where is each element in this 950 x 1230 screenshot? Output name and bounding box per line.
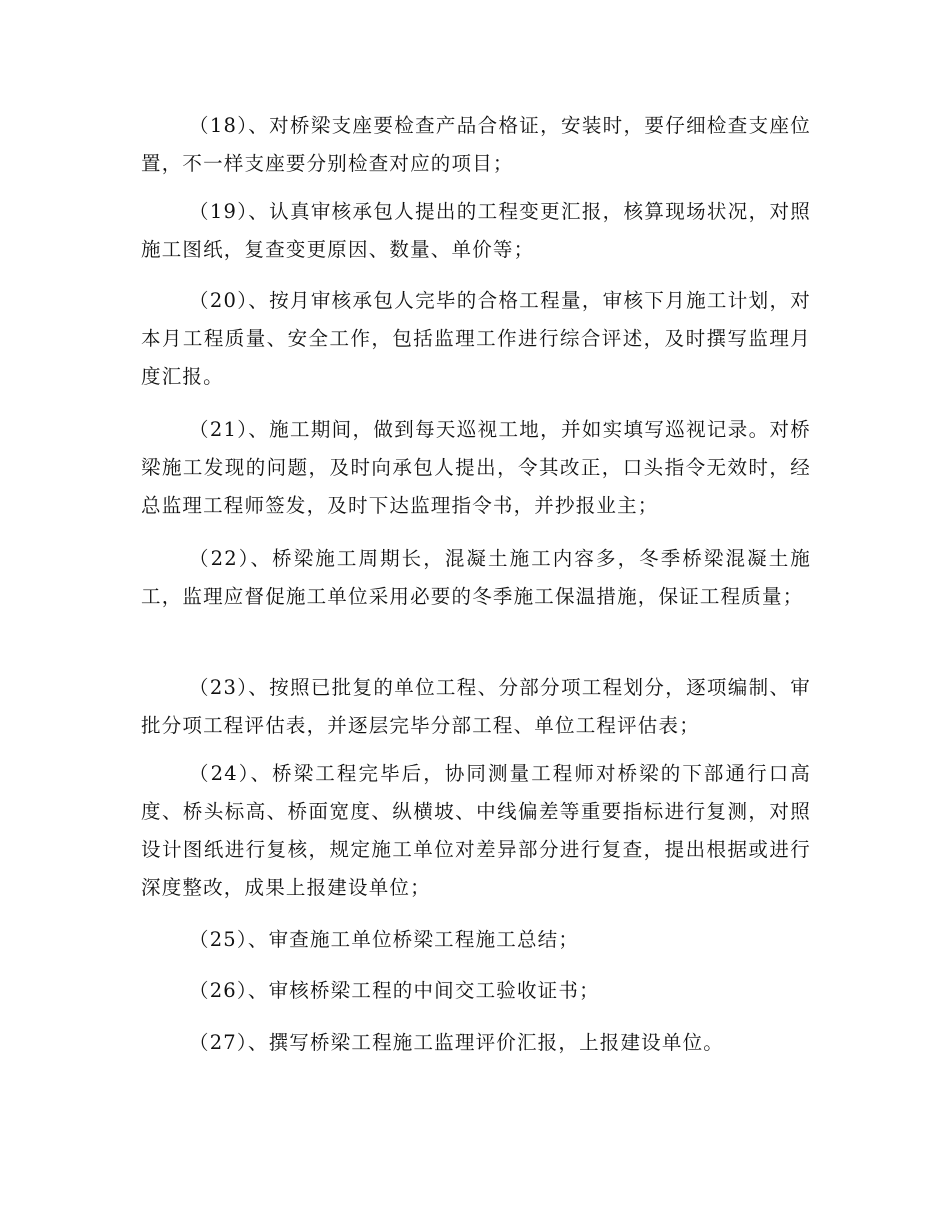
paragraph-26: （26）、审核桥梁工程的中间交工验收证书； [189, 979, 600, 1002]
paragraph-25: （25）、审查施工单位桥梁工程施工总结； [189, 928, 580, 951]
paragraph-23: （23）、按照已批复的单位工程、分部分项工程划分，逐项编制、审批分项工程评估表，并逐层完毕分部工程、单位工程评估表； [141, 676, 811, 737]
paragraph-24: （24）、桥梁工程完毕后，协同测量工程师对桥梁的下部通行口高度、桥头标高、桥面宽度、纵横坡、中线偏差等重要指标进行复测，对照设计图纸进行复核，规定施工单位对差异部分进行复查，提出根据或进行深度整改，成果上报建设单位； [141, 762, 811, 899]
paragraph-18: （18）、对桥梁支座要检查产品合格证，安装时，要仔细检查支座位置，不一样支座要分别检查对应的项目； [141, 114, 811, 175]
paragraph-21: （21）、施工期间，做到每天巡视工地，并如实填写巡视记录。对桥梁施工发现的问题，及时向承包人提出，令其改正，口头指令无效时，经总监理工程师签发，及时下达监理指令书，并抄报业主； [141, 418, 811, 517]
paragraph-19: （19）、认真审核承包人提出的工程变更汇报，核算现场状况，对照施工图纸，复查变更原因、数量、单价等； [141, 200, 811, 261]
paragraph-27: （27）、撰写桥梁工程施工监理评价汇报，上报建设单位。 [189, 1031, 724, 1054]
paragraph-20: （20）、按月审核承包人完毕的合格工程量，审核下月施工计划，对本月工程质量、安全工作，包括监理工作进行综合评述，及时撰写监理月度汇报。 [141, 289, 811, 388]
paragraph-22: （22）、桥梁施工周期长，混凝土施工内容多，冬季桥梁混凝土施工，监理应督促施工单位采用必要的冬季施工保温措施，保证工程质量； [141, 547, 811, 608]
